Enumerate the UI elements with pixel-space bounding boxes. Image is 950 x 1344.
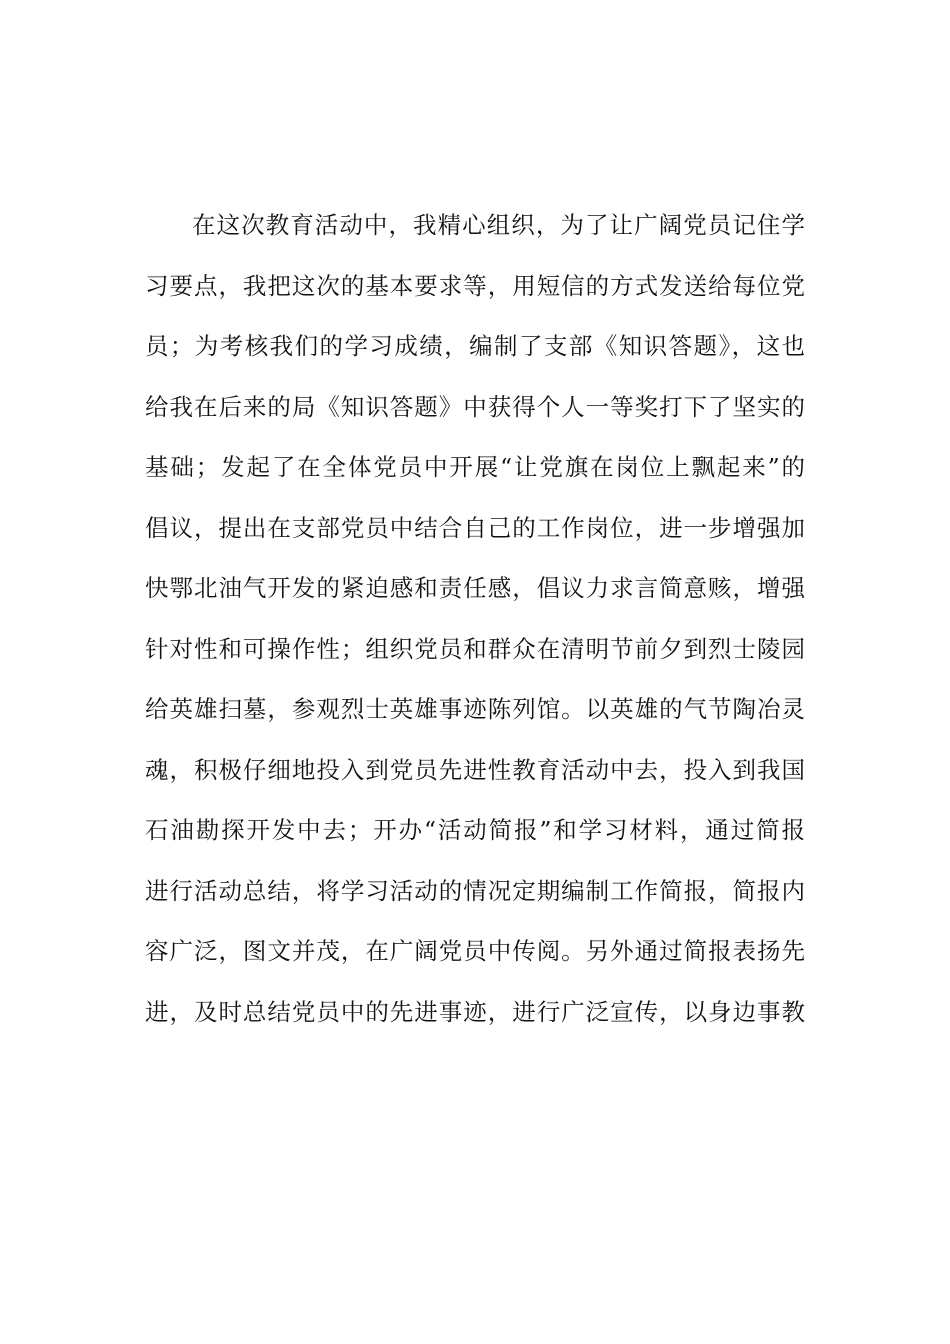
text-line: 石油勘探开发中去；开办“活动简报”和学习材料，通过简报 — [145, 816, 805, 844]
text-line: 容广泛，图文并茂，在广阔党员中传阅。另外通过简报表扬先 — [145, 937, 805, 965]
text-line: 倡议，提出在支部党员中结合自己的工作岗位，进一步增强加 — [145, 513, 805, 542]
text-line: 进行活动总结，将学习活动的情况定期编制工作简报，简报内 — [145, 876, 805, 905]
text-line: 习要点，我把这次的基本要求等，用短信的方式发送给每位党 — [145, 271, 805, 300]
text-line: 给英雄扫墓，参观烈士英雄事迹陈列馆。以英雄的气节陶冶灵 — [145, 695, 805, 723]
text-line: 员；为考核我们的学习成绩，编制了支部《知识答题》，这也 — [145, 332, 805, 360]
body-paragraph — [145, 205, 805, 1052]
text-line: 针对性和可操作性；组织党员和群众在清明节前夕到烈士陵园 — [145, 634, 805, 663]
text-line: 进，及时总结党员中的先进事迹，进行广泛宣传，以身边事教 — [145, 997, 805, 1026]
text-line: 在这次教育活动中，我精心组织，为了让广阔党员记住学 — [192, 211, 805, 239]
text-line: 魂，积极仔细地投入到党员先进性教育活动中去，投入到我国 — [145, 755, 805, 784]
text-line: 快鄂北油气开发的紧迫感和责任感，倡议力求言简意赅，增强 — [145, 574, 805, 602]
text-line: 基础；发起了在全体党员中开展“让党旗在岗位上飘起来”的 — [145, 453, 805, 481]
text-line: 给我在后来的局《知识答题》中获得个人一等奖打下了坚实的 — [145, 392, 805, 421]
